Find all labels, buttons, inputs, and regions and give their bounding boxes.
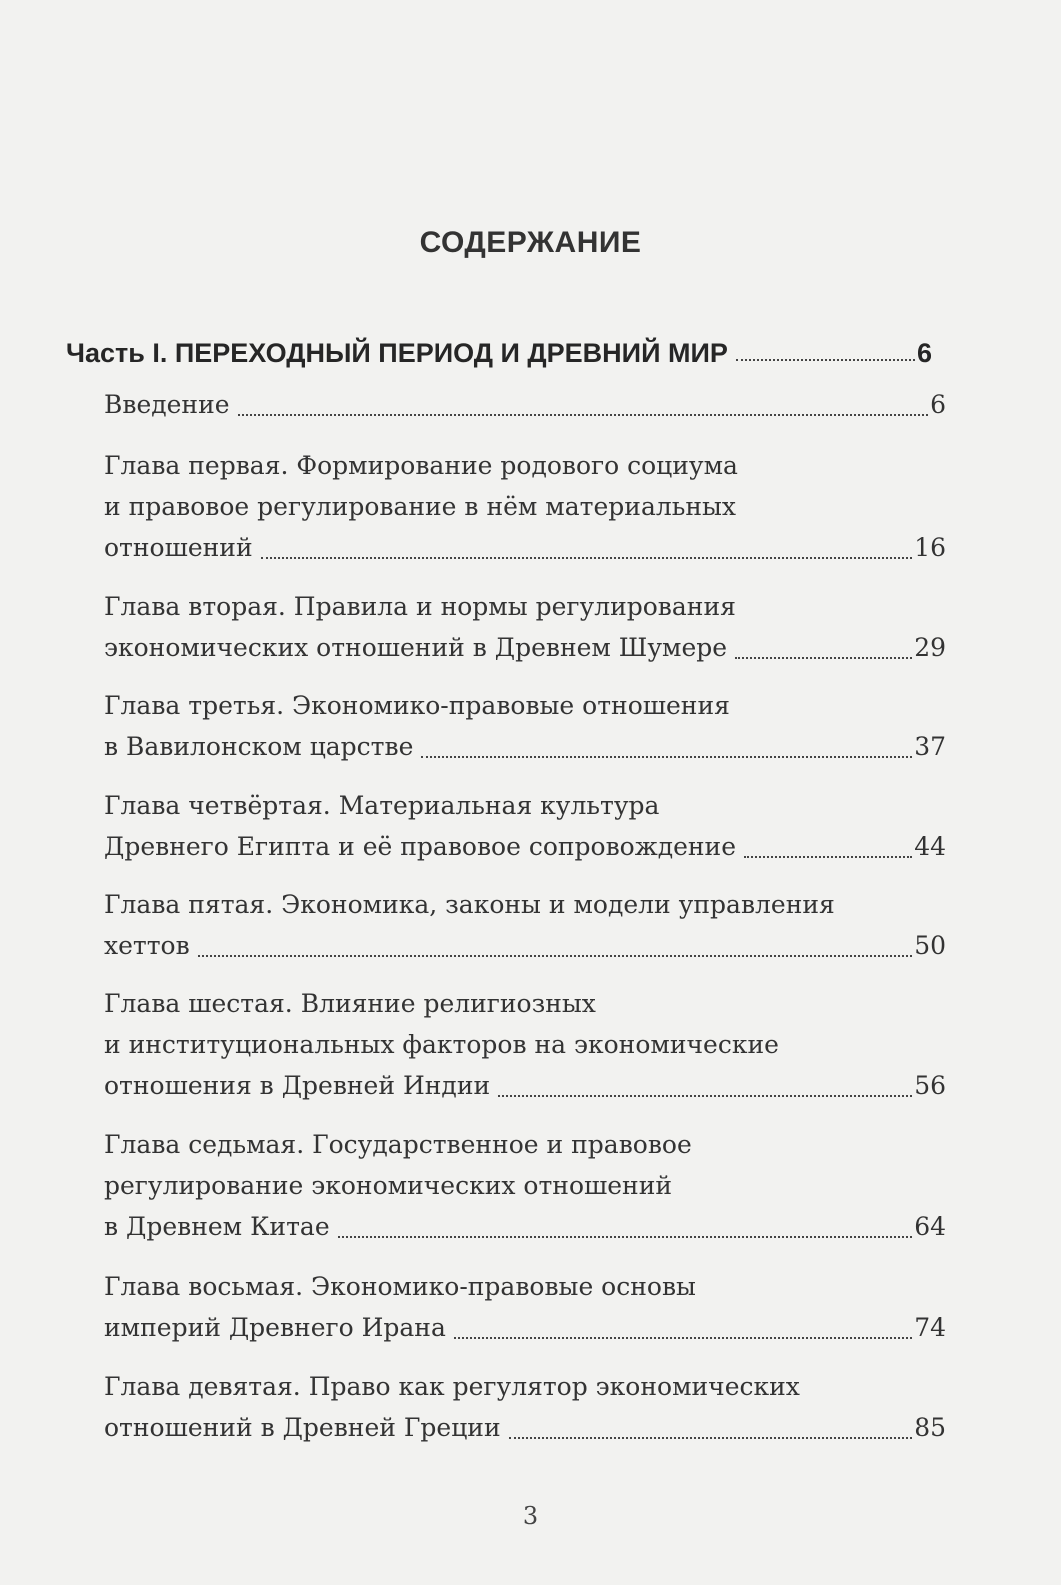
toc-entry-line — [104, 685, 946, 726]
toc-entry-line — [104, 627, 946, 668]
toc-entry-page: 64 — [914, 1212, 946, 1241]
toc-entry-line — [104, 445, 946, 486]
toc-entry-text: Глава пятая. Экономика, законы и модели управления — [104, 890, 835, 919]
toc-entry-line — [104, 1307, 946, 1348]
toc-entry-text: и правовое регулирование в нём материальных — [104, 492, 736, 521]
dot-leader — [744, 855, 912, 858]
toc-entry — [104, 1366, 946, 1448]
toc-entry-line — [104, 826, 946, 867]
dot-leader — [736, 358, 915, 361]
toc-entry-line — [104, 1065, 946, 1106]
dot-leader — [421, 755, 912, 758]
dot-leader — [509, 1436, 913, 1439]
page-number: 3 — [522, 1502, 539, 1530]
toc-entry-text: Глава вторая. Правила и нормы регулирования — [104, 592, 736, 621]
toc-entry-line — [104, 785, 946, 826]
toc-entry-text: в Древнем Китае — [104, 1212, 330, 1241]
part-label: Часть I. ПЕРЕХОДНЫЙ ПЕРИОД И ДРЕВНИЙ МИР — [66, 338, 728, 368]
toc-entry-text: в Вавилонском царстве — [104, 732, 414, 761]
toc-entry-line — [104, 1206, 946, 1247]
toc-entry-text: Глава первая. Формирование родового социума — [104, 451, 738, 480]
toc-entry-line — [104, 1366, 946, 1407]
toc-entry-page: 50 — [914, 931, 946, 960]
dot-leader — [735, 656, 912, 659]
toc-entry — [104, 685, 946, 767]
toc-entry-text: Глава восьмая. Экономико-правовые основы — [104, 1272, 696, 1301]
toc-entry-text: империй Древнего Ирана — [104, 1313, 446, 1342]
toc-entry-text: отношения в Древней Индии — [104, 1071, 491, 1100]
toc-entry-page: 74 — [914, 1313, 946, 1342]
toc-entry-text: Глава четвёртая. Материальная культура — [104, 791, 660, 820]
dot-leader — [261, 556, 913, 559]
toc-entry — [104, 445, 946, 568]
toc-entry-line — [104, 1266, 946, 1307]
toc-entry-page: 16 — [914, 533, 946, 562]
toc-entry-text: Глава шестая. Влияние религиозных — [104, 989, 596, 1018]
dot-leader — [238, 413, 929, 416]
toc-entry-page: 56 — [914, 1071, 946, 1100]
page-title: СОДЕРЖАНИЕ — [419, 226, 642, 259]
toc-entry-text: регулирование экономических отношений — [104, 1171, 673, 1200]
toc-entry-line — [104, 884, 946, 925]
toc-entry-page: 85 — [914, 1413, 946, 1442]
toc-entry-line — [104, 1165, 946, 1206]
dot-leader — [198, 954, 913, 957]
toc-entry — [104, 586, 946, 668]
toc-entry — [104, 384, 946, 425]
toc-entry — [104, 1266, 946, 1348]
toc-entry-line — [104, 1407, 946, 1448]
toc-entry — [104, 983, 946, 1106]
toc-entry — [104, 884, 946, 966]
part-page-number: 6 — [916, 338, 932, 368]
dot-leader — [338, 1235, 913, 1238]
toc-entry-text: Глава третья. Экономико-правовые отношения — [104, 691, 730, 720]
toc-entry-text: и институциональных факторов на экономические — [104, 1030, 779, 1059]
toc-entry-line — [104, 486, 946, 527]
toc-entry — [104, 785, 946, 867]
toc-entry-text: хеттов — [104, 931, 190, 960]
toc-entry-text: отношений в Древней Греции — [104, 1413, 501, 1442]
toc-part-heading — [66, 338, 932, 369]
toc-entry-page: 6 — [930, 390, 946, 419]
toc-entry-page: 37 — [914, 732, 946, 761]
dot-leader — [454, 1336, 912, 1339]
dot-leader — [498, 1094, 912, 1097]
toc-entry-line — [104, 1024, 946, 1065]
toc-entry-text: Древнего Египта и её правовое сопровождение — [104, 832, 737, 861]
toc-entry-text: экономических отношений в Древнем Шумере — [104, 633, 728, 662]
toc-entry-line — [104, 527, 946, 568]
toc-entry-page: 44 — [914, 832, 946, 861]
toc-entry-text: Глава седьмая. Государственное и правовое — [104, 1130, 692, 1159]
toc-entry-line — [104, 925, 946, 966]
toc-entry-line — [104, 586, 946, 627]
toc-entry-text: Введение — [104, 390, 230, 419]
toc-entry-line — [104, 983, 946, 1024]
toc-entry-line — [104, 384, 946, 425]
toc-entry-page: 29 — [914, 633, 946, 662]
toc-entry — [104, 1124, 946, 1247]
toc-entry-text: Глава девятая. Право как регулятор экономических — [104, 1372, 800, 1401]
toc-entry-line — [104, 1124, 946, 1165]
toc-entry-text: отношений — [104, 533, 253, 562]
toc-entry-line — [104, 726, 946, 767]
